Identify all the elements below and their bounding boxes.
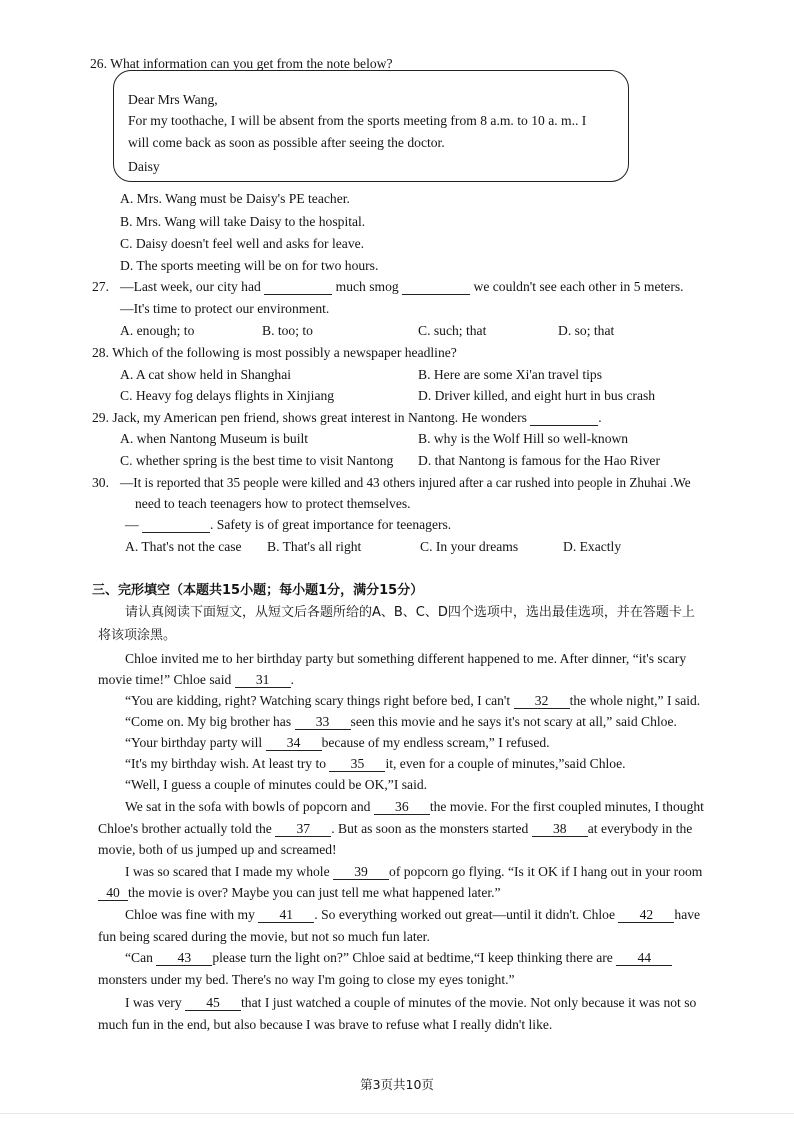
passage-text: Chloe's brother actually told the [98, 821, 272, 836]
q30-line-1: —It is reported that 35 people were killed and 43 others injured after a car rushed into people in Zhuhai .We [120, 475, 691, 490]
passage-text: at everybody in the [587, 821, 693, 836]
passage-line: much fun in the end, but also because I was brave to refuse what I really didn't like. [98, 1017, 553, 1032]
q28-option-b[interactable]: B. Here are some Xi'an travel tips [418, 367, 603, 382]
q28-option-c[interactable]: C. Heavy fog delays flights in Xinjiang [120, 388, 335, 403]
q30-reply-text: . Safety is of great importance for teenagers. [210, 517, 452, 532]
passage-text: Chloe was fine with my [125, 907, 255, 922]
q30-option-c[interactable]: C. In your dreams [420, 539, 519, 554]
passage-text: the movie is over? Maybe you can just tell me what happened later.” [128, 885, 501, 900]
passage-line [125, 755, 626, 773]
q30-option-d[interactable]: D. Exactly [563, 539, 622, 554]
passage-line [125, 906, 700, 924]
q29-option-b[interactable]: B. why is the Wolf Hill so well-known [418, 431, 629, 446]
section-3-instruction-1: 请认真阅读下面短文，从短文后各题所给的A、B、C、D四个选项中，选出最佳选项，并在答题卡上 [125, 605, 695, 620]
cloze-blank-40[interactable]: 40 [98, 885, 128, 901]
passage-line [125, 798, 704, 816]
q27-reply: —It's time to protect our environment. [120, 301, 330, 316]
passage-text: seen this movie and he says it's not scary at all,” said Chloe. [350, 714, 677, 729]
cloze-blank-33[interactable]: 33 [295, 714, 351, 730]
q29-text: 29. Jack, my American pen friend, shows great interest in Nantong. He wonders [92, 410, 527, 425]
q29-option-d[interactable]: D. that Nantong is famous for the Hao River [418, 453, 660, 468]
q26-option-b[interactable]: B. Mrs. Wang will take Daisy to the hospital. [120, 214, 366, 229]
q28-option-a[interactable]: A. A cat show held in Shanghai [120, 367, 292, 382]
q30-line-2: need to teach teenagers how to protect themselves. [135, 496, 411, 511]
passage-text: “Come on. My big brother has [125, 714, 292, 729]
passage-text: have [674, 907, 701, 922]
passage-text: that I just watched a couple of minutes of the movie. Not only because it was not so [241, 995, 697, 1010]
q30-number: 30. [92, 475, 109, 490]
passage-line [125, 692, 700, 710]
passage-line [98, 884, 501, 902]
passage-text: I was very [125, 995, 182, 1010]
passage-text: the movie. For the first coupled minutes, I thought [429, 799, 704, 814]
q27-blank-2[interactable] [402, 279, 470, 295]
q26-option-a[interactable]: A. Mrs. Wang must be Daisy's PE teacher. [120, 191, 350, 206]
q26-stem: 26. What information can you get from the note below? [90, 56, 393, 71]
cloze-blank-35[interactable]: 35 [329, 756, 385, 772]
q27-option-b[interactable]: B. too; to [262, 323, 313, 338]
page-number: 第3页共10页 [360, 1077, 434, 1092]
passage-line [125, 863, 702, 881]
note-greeting: Dear Mrs Wang, [128, 92, 218, 107]
passage-text: We sat in the sofa with bowls of popcorn and [125, 799, 371, 814]
q27-number: 27. [92, 279, 109, 294]
passage-line: “Well, I guess a couple of minutes could be OK,”I said. [125, 777, 428, 792]
q27-text-2: much smog [335, 279, 399, 294]
passage-line [98, 671, 294, 689]
cloze-blank-31[interactable]: 31 [235, 672, 291, 688]
passage-text: I was so scared that I made my whole [125, 864, 330, 879]
passage-text: it, even for a couple of minutes,”said Chloe. [385, 756, 626, 771]
passage-line: monsters under my bed. There's no way I'm going to close my eyes tonight.” [98, 972, 515, 987]
q30-option-a[interactable]: A. That's not the case [125, 539, 242, 554]
section-3-heading: 三、完形填空（本题共15小题；每小题1分，满分15分） [92, 583, 424, 598]
q30-dash: — [125, 517, 139, 532]
q30-blank[interactable] [142, 517, 210, 533]
page-divider [0, 1113, 794, 1114]
q30-option-b[interactable]: B. That's all right [267, 539, 362, 554]
q28-stem: 28. Which of the following is most possibly a newspaper headline? [92, 345, 457, 360]
q29-blank[interactable] [530, 410, 598, 426]
passage-line [125, 734, 550, 752]
passage-text: . But as soon as the monsters started [331, 821, 529, 836]
q27-option-a[interactable]: A. enough; to [120, 323, 195, 338]
passage-line [125, 994, 696, 1012]
cloze-blank-34[interactable]: 34 [266, 735, 322, 751]
passage-text: of popcorn go flying. “Is it OK if I hang out in your room [389, 864, 703, 879]
cloze-blank-38[interactable]: 38 [532, 821, 588, 837]
note-line-1: For my toothache, I will be absent from the sports meeting from 8 a.m. to 10 a. m.. I [128, 113, 587, 128]
cloze-blank-43[interactable]: 43 [156, 950, 212, 966]
q27-stem [120, 278, 684, 296]
q29-option-a[interactable]: A. when Nantong Museum is built [120, 431, 309, 446]
passage-text: . [290, 672, 295, 687]
passage-text: “You are kidding, right? Watching scary things right before bed, I can't [125, 693, 511, 708]
passage-line [125, 949, 672, 967]
q27-text-3: we couldn't see each other in 5 meters. [473, 279, 684, 294]
cloze-blank-45[interactable]: 45 [185, 995, 241, 1011]
cloze-blank-36[interactable]: 36 [374, 799, 430, 815]
cloze-blank-42[interactable]: 42 [618, 907, 674, 923]
q28-option-d[interactable]: D. Driver killed, and eight hurt in bus crash [418, 388, 656, 403]
passage-text: because of my endless scream,” I refused. [321, 735, 550, 750]
q27-option-c[interactable]: C. such; that [418, 323, 487, 338]
passage-line [98, 820, 692, 838]
passage-line [125, 713, 677, 731]
q30-reply [125, 516, 451, 534]
cloze-blank-39[interactable]: 39 [333, 864, 389, 880]
section-3-instruction-2: 将该项涂黑。 [98, 628, 177, 643]
cloze-blank-44[interactable]: 44 [616, 950, 672, 966]
note-line-2: will come back as soon as possible after seeing the doctor. [128, 135, 445, 150]
passage-line: fun being scared during the movie, but not so much fun later. [98, 929, 430, 944]
note-signature: Daisy [128, 159, 160, 174]
q27-option-d[interactable]: D. so; that [558, 323, 615, 338]
passage-text: “Can [125, 950, 153, 965]
passage-text: please turn the light on?” Chloe said at bedtime,“I keep thinking there are [212, 950, 613, 965]
q29-option-c[interactable]: C. whether spring is the best time to visit Nantong [120, 453, 394, 468]
q29-stem [92, 409, 602, 427]
q27-blank-1[interactable] [264, 279, 332, 295]
passage-line: movie, both of us jumped up and screamed! [98, 842, 337, 857]
passage-text: the whole night,” I said. [569, 693, 701, 708]
passage-text: movie time!” Chloe said [98, 672, 232, 687]
q27-text-1: —Last week, our city had [120, 279, 261, 294]
cloze-blank-32[interactable]: 32 [514, 693, 570, 709]
q29-end: . [598, 410, 602, 425]
passage-text: “Your birthday party will [125, 735, 263, 750]
passage-line: Chloe invited me to her birthday party but something different happened to me. After dinner, “it's scary [125, 651, 687, 666]
q26-option-d[interactable]: D. The sports meeting will be on for two hours. [120, 258, 379, 273]
cloze-blank-41[interactable]: 41 [258, 907, 314, 923]
passage-text: “It's my birthday wish. At least try to [125, 756, 327, 771]
cloze-blank-37[interactable]: 37 [275, 821, 331, 837]
passage-text: . So everything worked out great—until it didn't. Chloe [314, 907, 616, 922]
q26-option-c[interactable]: C. Daisy doesn't feel well and asks for leave. [120, 236, 365, 251]
